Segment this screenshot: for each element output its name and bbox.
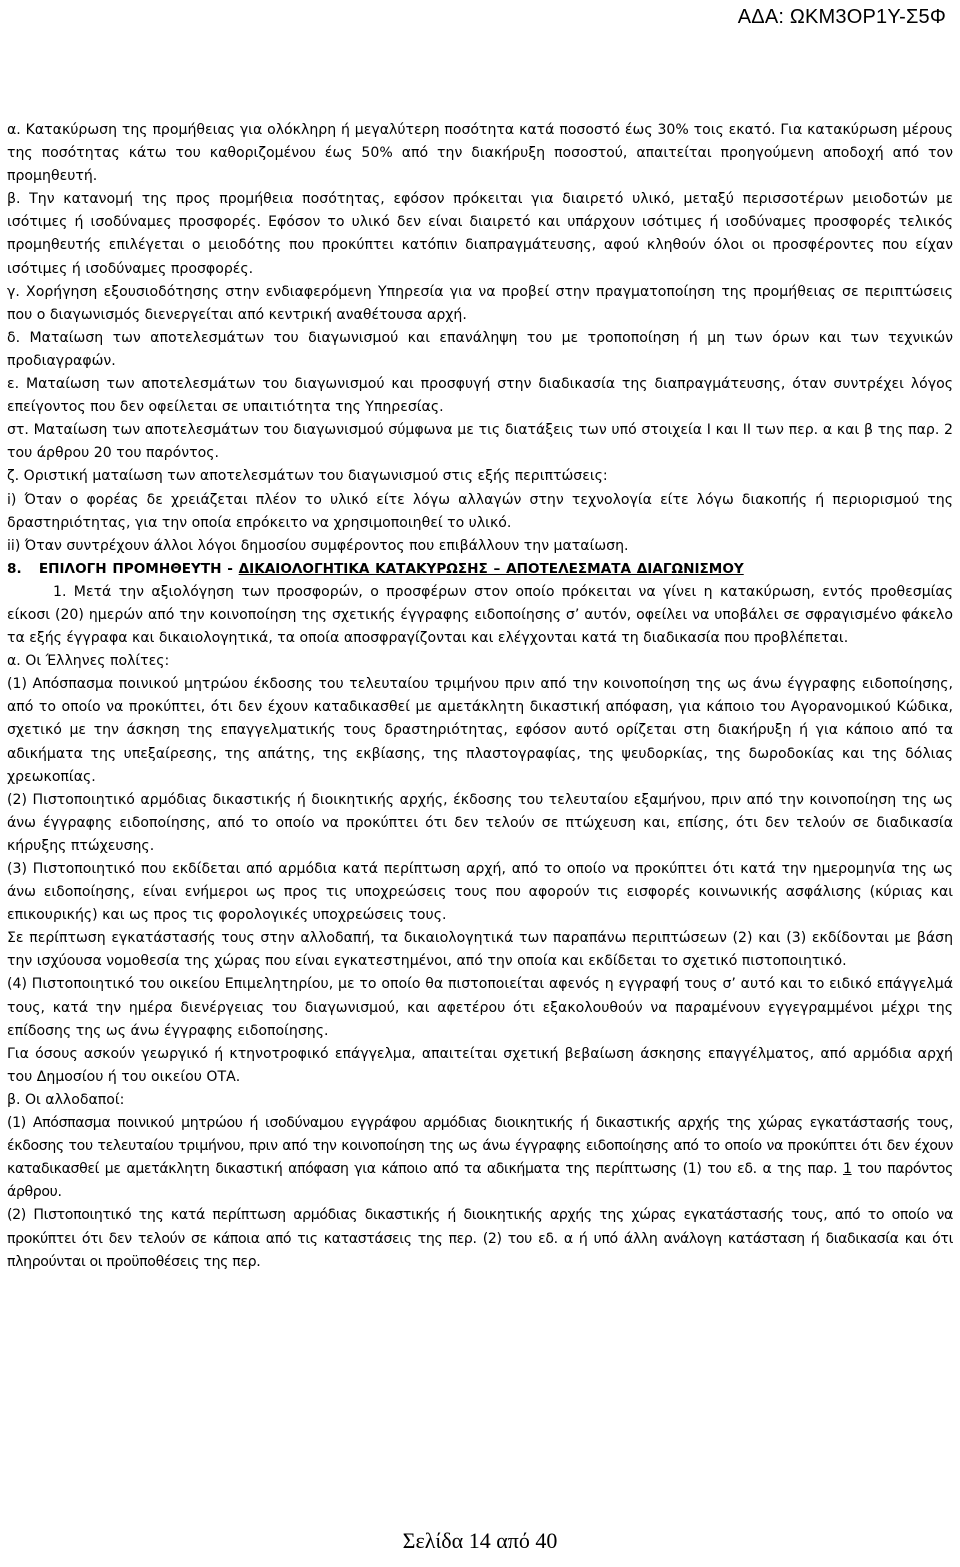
paragraph-alpha-4: (4) Πιστοποιητικό του οικείου Επιμελητηρίου, με το οποίο θα πιστοποιείται αφενός η εγγραφή τους σ’ αυτό και το ειδικό επάγγελμά τους, κατά την ημέρα διενέργειας του διαγωνισμού, και αφετέρου ότι εξακολουθούν να παραμένουν εγγεγραμμένοι μέχρι της επίδοσης της ως άνω έγγραφης ειδοποίησης. (7, 976, 953, 1039)
section-title-prefix: ΕΠΙΛΟΓΗ ΠΡΟΜΗΘΕΥΤΗ - (38, 560, 233, 577)
beta-1-underlined: 1 (842, 1161, 852, 1178)
beta-1-text-end: του παρόντος άρθρου. (7, 1161, 953, 1201)
footer-total-pages: 40 (535, 1528, 558, 1553)
beta-1-text: (1) Απόσπασμα ποινικού μητρώου ή ισοδύναμου εγγράφου αρμόδιας διοικητικής ή δικαστικής αρχής της χώρας εγκατάστασής τους, έκδοσης του τελευταίου τριμήνου, πριν από την κοινοποίηση της ως άνω έγγραφης ειδοποίησης από το οποίο να προκύπτει ότι δεν έχουν καταδικασθεί με αμετάκλητη δικαστική απόφαση για κάποιο από τα αδικήματα της περίπτωσης (1) του εδ. α της παρ. (7, 1115, 953, 1178)
paragraph-d: δ. Ματαίωση των αποτελεσμάτων του διαγωνισμού και επανάληψη του με τροποποίηση ή μη των όρων και των τεχνικών προδιαγραφών. (7, 329, 953, 369)
section-heading (7, 558, 953, 581)
paragraph-alpha-3: (3) Πιστοποιητικό που εκδίδεται από αρμόδια κατά περίπτωση αρχή, από το οποίο να προκύπτει ότι κατά την ημερομηνία της ως άνω ειδοποίησης, είναι ενήμεροι ως προς τις υποχρεώσεις τους που αφορούν τις εισφορές κοινωνικής ασφάλισης (κύριας και επικουρικής) και ως προς τις φορολογικές υποχρεώσεις τους. (7, 861, 953, 924)
paragraph-alpha-2: (2) Πιστοποιητικό αρμόδιας δικαστικής ή διοικητικής αρχής, έκδοσης του τελευταίου εξαμήνου, πριν από την κοινοποίηση της ως άνω έγγραφης ειδοποίησης, από το οποίο να προκύπτει ότι δεν τελούν σε πτώχευση και, επίσης, ότι δεν τελούν σε διαδικασία κήρυξης πτώχευσης. (7, 791, 953, 854)
paragraph-z-ii: ii) Όταν συντρέχουν άλλοι λόγοι δημοσίου συμφέροντος που επιβάλλουν την ματαίωση. (7, 537, 629, 554)
paragraph-alpha-heading: α. Οι Έλληνες πολίτες: (7, 653, 170, 670)
paragraph-st: στ. Ματαίωση των αποτελεσμάτων του διαγωνισμού σύμφωνα με τις διατάξεις των υπό στοιχεία Ι και ΙΙ των περ. α και β της παρ. 2 του άρθρου 20 του παρόντος. (7, 422, 953, 462)
paragraph-abroad: Σε περίπτωση εγκατάστασής τους στην αλλοδαπή, τα δικαιολογητικά των παραπάνω περιπτώσεων (2) και (3) εκδίδονται με βάση την ισχύουσα νομοθεσία της χώρας που είναι εγκατεστημένοι, από την οποία και εκδίδεται το σχετικό πιστοποιητικό. (7, 930, 953, 970)
paragraph-alpha-1: (1) Απόσπασμα ποινικού μητρώου έκδοσης του τελευταίου τριμήνου πριν από την κοινοποίηση της ως άνω έγγραφης ειδοποίησης, από το οποίο να προκύπτει, ότι δεν έχουν καταδικασθεί με αμετάκλητη δικαστική απόφαση, για κάποιο του Αγορανομικού Κώδικα, σχετικό με την άσκηση της επαγγελματικής τους δραστηριότητας, εφόσον αυτό ορίζεται στη διακήρυξη ή για κάποιο από τα αδικήματα της υπεξαίρεσης, της απάτης, της εκβίασης, της πλαστογραφίας, της ψευδορκίας, της δωροδοκίας και της δόλιας χρεωκοπίας. (7, 676, 953, 785)
paragraph-1: 1. Μετά την αξιολόγηση των προσφορών, ο προσφέρων στον οποίο πρόκειται να γίνει η κατακύρωση, εντός προθεσμίας είκοσι (20) ημερών από την κοινοποίηση της σχετικής έγγραφης ειδοποίησης σ’ αυτόν, οφείλει να υποβάλει σε σφραγισμένο φάκελο τα εξής έγγραφα και δικαιολογητικά, τα οποία αποσφραγίζονται και ελέγχονται κατά τη διαδικασία που προβλέπεται. (7, 583, 953, 647)
page-footer (0, 1528, 960, 1554)
document-body (7, 119, 953, 1274)
paragraph-beta-heading: β. Οι αλλοδαποί: (7, 1091, 125, 1108)
paragraph-e: ε. Ματαίωση των αποτελεσμάτων του διαγωνισμού και προσφυγή στην διαδικασία της διαπραγμάτευσης, όταν συντρέχει λόγος επείγοντος που δεν οφείλεται σε υπαιτιότητα της Υπηρεσίας. (7, 376, 953, 416)
ada-code: ΑΔΑ: ΩΚΜ3ΟΡ1Υ-Σ5Φ (737, 6, 946, 28)
paragraph-c: γ. Χορήγηση εξουσιοδότησης στην ενδιαφερόμενη Υπηρεσία για να προβεί στην πραγματοποίηση της προμήθειας σε περιπτώσεις που ο διαγωνισμός διενεργείται από κεντρική αναθέτουσα αρχή. (7, 283, 953, 323)
section-number: 8. (7, 560, 22, 577)
section-title-underlined: ΔΙΚΑΙΟΛΟΓΗΤΙΚΑ ΚΑΤΑΚΥΡΩΣΗΣ – ΑΠΟΤΕΛΕΣΜΑΤΑ ΔΙΑΓΩΝΙΣΜΟΥ (238, 560, 744, 577)
paragraph-beta-1 (7, 1112, 953, 1204)
paragraph-z-i: i) Όταν ο φορέας δε χρειάζεται πλέον το υλικό είτε λόγω αλλαγών στην τεχνολογία είτε λόγω διακοπής ή περιορισμού της δραστηριότητας, για την οποία επρόκειτο να χρησιμοποιηθεί το υλικό. (7, 491, 953, 531)
footer-prefix: Σελίδα (402, 1528, 464, 1553)
paragraph-farmers: Για όσους ασκούν γεωργικό ή κτηνοτροφικό επάγγελμα, απαιτείται σχετική βεβαίωση άσκησης επαγγέλματος, από αρμόδια αρχή του Δημοσίου ή του οικείου ΟΤΑ. (7, 1045, 953, 1085)
footer-mid: από (496, 1528, 530, 1553)
paragraph-a: α. Κατακύρωση της προμήθειας για ολόκληρη ή μεγαλύτερη ποσότητα κατά ποσοστό έως 30% τοις εκατό. Για κατακύρωση μέρους της ποσότητας κάτω του καθοριζομένου έως 50% από την διακήρυξη ποσοστού, απαιτείται προηγούμενη αποδοχή από τον προμηθευτή. (7, 122, 953, 185)
paragraph-z: ζ. Οριστική ματαίωση των αποτελεσμάτων του διαγωνισμού στις εξής περιπτώσεις: (7, 468, 608, 485)
footer-page-number: 14 (468, 1528, 491, 1553)
paragraph-b: β. Την κατανομή της προς προμήθεια ποσότητας, εφόσον πρόκειται για διαιρετό υλικό, μεταξύ περισσοτέρων μειοδοτών με ισότιμες ή ισοδύναμες προσφορές. Εφόσον το υλικό δεν είναι διαιρετό και υπάρχουν ισότιμες ή ισοδύναμες προσφορές τελικός προμηθευτής επιλέγεται ο μειοδότης που προκύπτει κατόπιν διαπραγμάτευσης, αφού κληθούν όλοι οι προσφέροντες που είχαν ισότιμες ή ισοδύναμες προσφορές. (7, 191, 953, 277)
paragraph-beta-2: (2) Πιστοποιητικό της κατά περίπτωση αρμόδιας δικαστικής ή διοικητικής αρχής της χώρας εγκατάστασής τους, από το οποίο να προκύπτει ότι δεν τελούν σε κάποια από τις καταστάσεις της περ. (2) του εδ. α ή υπό άλλη ανάλογη κατάσταση ή διαδικασία και ότι πληρούνται οι προϋποθέσεις της περ. (7, 1207, 953, 1270)
